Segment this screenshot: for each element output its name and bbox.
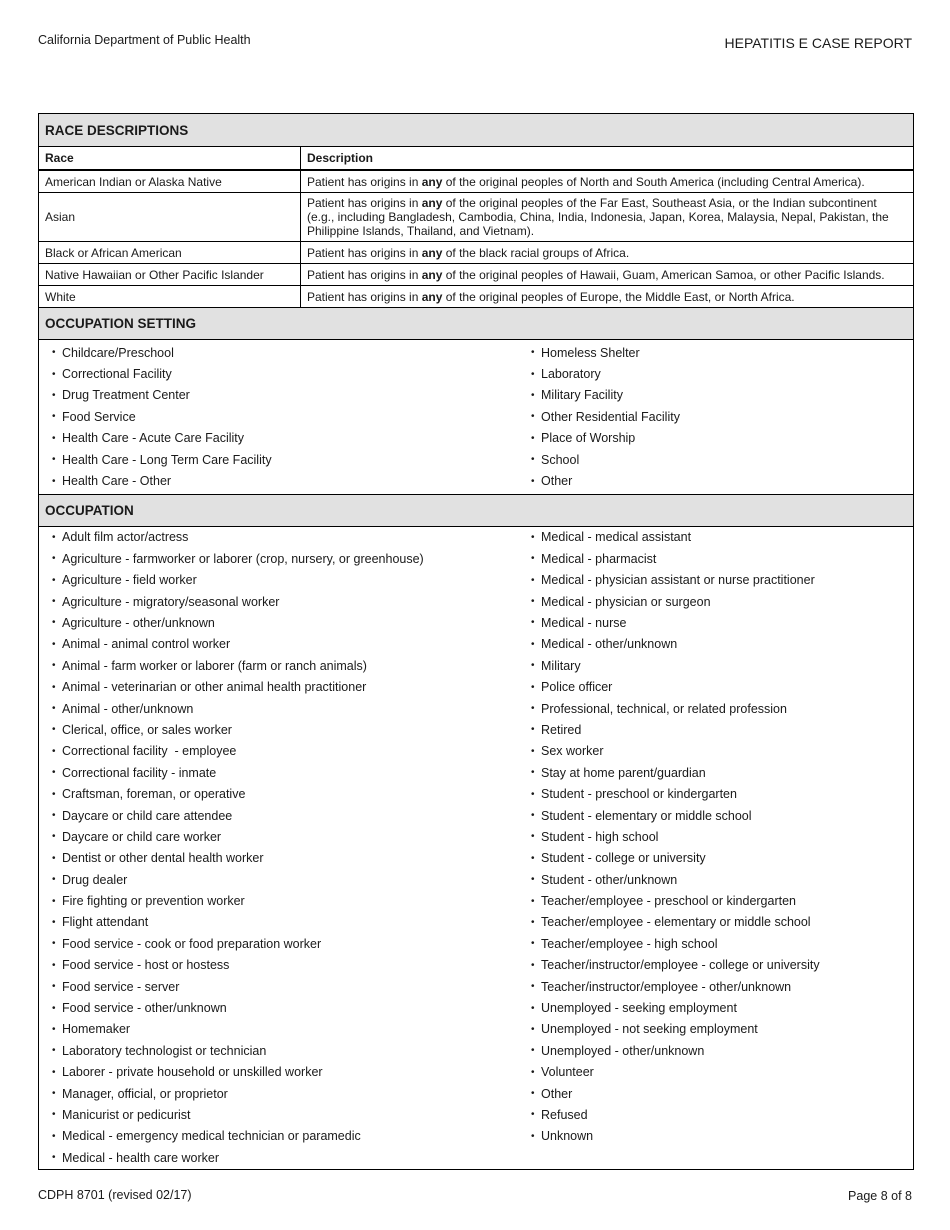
occupation-item <box>531 762 913 783</box>
occupation-item <box>52 527 518 548</box>
bullet-icon: • <box>531 475 535 487</box>
occupation-item <box>52 1062 518 1083</box>
occupation-item <box>52 1104 518 1125</box>
occupation-left-column <box>39 527 518 1169</box>
bullet-icon: • <box>531 938 535 950</box>
occupation-item <box>531 1126 913 1147</box>
occupation-item <box>531 634 913 655</box>
race-row <box>39 286 913 308</box>
occupation-setting-item-label: Laboratory <box>541 367 601 382</box>
occupation-item <box>531 1104 913 1125</box>
occupation-item <box>52 890 518 911</box>
race-descriptions-table <box>39 147 913 307</box>
occupation-setting-item-label: Food Service <box>62 409 136 424</box>
occupation-item-label: Retired <box>541 722 582 737</box>
bullet-icon: • <box>531 574 535 586</box>
occupation-item <box>531 1083 913 1104</box>
form-code: CDPH 8701 (revised 02/17) <box>38 1188 192 1202</box>
bullet-icon: • <box>52 389 56 401</box>
bullet-icon: • <box>531 1023 535 1035</box>
occupation-setting-list <box>39 340 913 494</box>
race-descriptions-heading: RACE DESCRIPTIONS <box>39 113 913 147</box>
bullet-icon: • <box>52 347 56 359</box>
occupation-setting-item-label: Place of Worship <box>541 431 636 446</box>
occupation-item <box>52 912 518 933</box>
occupation-setting-item-label: Correctional Facility <box>62 367 172 382</box>
occupation-item-label: Teacher/instructor/employee - college or university <box>541 958 820 973</box>
occupation-item-label: Teacher/employee - elementary or middle school <box>541 915 811 930</box>
bullet-icon: • <box>531 1066 535 1078</box>
occupation-item-label: Medical - medical assistant <box>541 530 692 545</box>
occupation-item <box>52 955 518 976</box>
occupation-item-label: Unemployed - not seeking employment <box>541 1022 758 1037</box>
bullet-icon: • <box>52 432 56 444</box>
occupation-item <box>531 548 913 569</box>
bullet-icon: • <box>531 831 535 843</box>
occupation-item <box>52 1126 518 1147</box>
bullet-icon: • <box>52 788 56 800</box>
occupation-setting-item <box>531 385 913 406</box>
occupation-item-label: Refused <box>541 1107 588 1122</box>
occupation-item <box>52 976 518 997</box>
occupation-item-label: Flight attendant <box>62 915 149 930</box>
occupation-item-label: Unknown <box>541 1129 594 1144</box>
occupation-item <box>52 591 518 612</box>
occupation-setting-item <box>52 363 518 384</box>
bullet-icon: • <box>531 596 535 608</box>
occupation-setting-item-label: Drug Treatment Center <box>62 388 190 403</box>
occupation-item <box>52 805 518 826</box>
race-row <box>39 264 913 286</box>
occupation-item-label: Medical - other/unknown <box>541 637 678 652</box>
race-description: Patient has origins in any of the original peoples of Europe, the Middle East, or North Africa. <box>301 286 914 308</box>
bullet-icon: • <box>531 1109 535 1121</box>
occupation-setting-item-label: Childcare/Preschool <box>62 345 174 360</box>
bullet-icon: • <box>52 1066 56 1078</box>
occupation-item <box>52 719 518 740</box>
occupation-item <box>531 890 913 911</box>
race-name: White <box>39 286 301 308</box>
occupation-item <box>531 741 913 762</box>
bullet-icon: • <box>531 852 535 864</box>
occupation-item-label: Volunteer <box>541 1065 594 1080</box>
occupation-item <box>52 997 518 1018</box>
occupation-item-label: Sex worker <box>541 744 604 759</box>
bullet-icon: • <box>531 703 535 715</box>
occupation-item-label: Student - preschool or kindergarten <box>541 787 737 802</box>
bullet-icon: • <box>52 981 56 993</box>
bullet-icon: • <box>531 389 535 401</box>
race-description: Patient has origins in any of the original peoples of the Far East, Southeast Asia, or the Indian subcontinent (e.g., including Bangladesh, Cambodia, China, India, Indonesia, Japan, Korea, Malaysia, Nepal, Pakistan, the Philippine Islands, Thailand, and Vietnam). <box>301 193 914 242</box>
bullet-icon: • <box>52 596 56 608</box>
occupation-setting-item <box>52 470 518 491</box>
race-name: Asian <box>39 193 301 242</box>
bullet-icon: • <box>52 1152 56 1164</box>
form-title: HEPATITIS E CASE REPORT <box>724 35 912 51</box>
occupation-item-label: Laboratory technologist or technician <box>62 1043 267 1058</box>
description-column-header: Description <box>301 147 914 170</box>
bullet-icon: • <box>52 1109 56 1121</box>
race-description: Patient has origins in any of the original peoples of Hawaii, Guam, American Samoa, or other Pacific Islands. <box>301 264 914 286</box>
occupation-item <box>531 826 913 847</box>
bullet-icon: • <box>531 617 535 629</box>
bullet-icon: • <box>531 347 535 359</box>
occupation-item <box>52 655 518 676</box>
occupation-setting-item-label: Other Residential Facility <box>541 409 680 424</box>
occupation-item <box>531 1019 913 1040</box>
occupation-item-label: Manicurist or pedicurist <box>62 1107 191 1122</box>
bullet-icon: • <box>52 874 56 886</box>
occupation-item-label: Daycare or child care worker <box>62 829 222 844</box>
occupation-item <box>52 741 518 762</box>
occupation-item-label: Stay at home parent/guardian <box>541 765 706 780</box>
occupation-item-label: Teacher/instructor/employee - other/unknown <box>541 979 792 994</box>
occupation-item <box>531 591 913 612</box>
bullet-icon: • <box>531 411 535 423</box>
occupation-item-label: Clerical, office, or sales worker <box>62 722 232 737</box>
bullet-icon: • <box>52 703 56 715</box>
bullet-icon: • <box>531 788 535 800</box>
occupation-setting-item <box>52 449 518 470</box>
occupation-item <box>52 570 518 591</box>
occupation-setting-item-label: Military Facility <box>541 388 623 403</box>
bullet-icon: • <box>52 660 56 672</box>
occupation-item-label: Manager, official, or proprietor <box>62 1086 228 1101</box>
occupation-right-column <box>518 527 913 1169</box>
reference-tables <box>38 113 914 1170</box>
occupation-setting-item-label: Homeless Shelter <box>541 345 640 360</box>
occupation-item-label: Food service - server <box>62 979 180 994</box>
race-name: American Indian or Alaska Native <box>39 170 301 193</box>
bullet-icon: • <box>52 1045 56 1057</box>
bullet-icon: • <box>52 531 56 543</box>
occupation-item-label: Unemployed - other/unknown <box>541 1043 705 1058</box>
occupation-item-label: Animal - other/unknown <box>62 701 194 716</box>
occupation-item <box>52 1147 518 1168</box>
occupation-item-label: Medical - pharmacist <box>541 551 657 566</box>
occupation-item <box>52 1040 518 1061</box>
occupation-setting-item <box>52 406 518 427</box>
bullet-icon: • <box>531 368 535 380</box>
bullet-icon: • <box>531 981 535 993</box>
occupation-item <box>52 848 518 869</box>
occupation-item <box>52 548 518 569</box>
race-description: Patient has origins in any of the original peoples of North and South America (including Central America). <box>301 170 914 193</box>
bullet-icon: • <box>52 1023 56 1035</box>
bullet-icon: • <box>52 831 56 843</box>
occupation-item-label: Agriculture - other/unknown <box>62 615 215 630</box>
occupation-item <box>52 783 518 804</box>
occupation-item <box>52 676 518 697</box>
occupation-item-label: Medical - physician assistant or nurse practitioner <box>541 573 815 588</box>
bullet-icon: • <box>531 745 535 757</box>
race-description: Patient has origins in any of the black racial groups of Africa. <box>301 242 914 264</box>
occupation-item <box>531 955 913 976</box>
bullet-icon: • <box>52 681 56 693</box>
occupation-item-label: Craftsman, foreman, or operative <box>62 787 246 802</box>
race-row <box>39 242 913 264</box>
bullet-icon: • <box>52 1002 56 1014</box>
occupation-setting-item <box>531 342 913 363</box>
occupation-item-label: Unemployed - seeking employment <box>541 1001 737 1016</box>
occupation-setting-item-label: Health Care - Other <box>62 474 172 489</box>
occupation-item-label: Medical - nurse <box>541 615 627 630</box>
occupation-setting-right-column <box>518 342 913 492</box>
occupation-item-label: Other <box>541 1086 573 1101</box>
occupation-item-label: Homemaker <box>62 1022 131 1037</box>
occupation-setting-item-label: Health Care - Acute Care Facility <box>62 431 245 446</box>
occupation-item <box>531 1040 913 1061</box>
bullet-icon: • <box>531 874 535 886</box>
bullet-icon: • <box>531 959 535 971</box>
occupation-item <box>531 783 913 804</box>
occupation-item <box>52 869 518 890</box>
race-row <box>39 193 913 242</box>
occupation-item-label: Agriculture - field worker <box>62 573 197 588</box>
occupation-setting-item <box>531 406 913 427</box>
occupation-setting-heading: OCCUPATION SETTING <box>39 307 913 340</box>
occupation-item <box>52 826 518 847</box>
bullet-icon: • <box>52 475 56 487</box>
occupation-item-label: Agriculture - farmworker or laborer (crop, nursery, or greenhouse) <box>62 551 424 566</box>
occupation-item-label: Food service - cook or food preparation worker <box>62 936 322 951</box>
occupation-item <box>52 612 518 633</box>
bullet-icon: • <box>52 810 56 821</box>
occupation-setting-left-column <box>39 342 518 492</box>
bullet-icon: • <box>52 767 56 779</box>
occupation-item <box>531 612 913 633</box>
occupation-item <box>531 976 913 997</box>
occupation-item-label: Correctional facility - inmate <box>62 765 217 780</box>
occupation-item-label: Medical - emergency medical technician or paramedic <box>62 1129 361 1144</box>
bullet-icon: • <box>52 617 56 629</box>
bullet-icon: • <box>531 681 535 693</box>
bullet-icon: • <box>52 745 56 757</box>
occupation-setting-item <box>52 428 518 449</box>
occupation-item <box>531 570 913 591</box>
occupation-item-label: Medical - health care worker <box>62 1150 220 1165</box>
occupation-item <box>531 869 913 890</box>
occupation-item <box>531 912 913 933</box>
occupation-setting-item-label: School <box>541 452 580 467</box>
race-column-header: Race <box>39 147 301 170</box>
occupation-setting-item <box>531 363 913 384</box>
bullet-icon: • <box>531 767 535 779</box>
occupation-item <box>531 1062 913 1083</box>
occupation-item-label: Medical - physician or surgeon <box>541 594 711 609</box>
occupation-item <box>531 676 913 697</box>
occupation-item <box>52 1083 518 1104</box>
occupation-setting-item-label: Health Care - Long Term Care Facility <box>62 452 272 467</box>
race-row <box>39 170 913 193</box>
occupation-item-label: Police officer <box>541 680 613 695</box>
occupation-item-label: Teacher/employee - high school <box>541 936 718 951</box>
bullet-icon: • <box>52 938 56 950</box>
occupation-item-label: Laborer - private household or unskilled worker <box>62 1065 323 1080</box>
occupation-item <box>531 997 913 1018</box>
occupation-item-label: Correctional facility - employee <box>62 744 237 759</box>
occupation-setting-item <box>52 342 518 363</box>
bullet-icon: • <box>531 895 535 907</box>
page-number: Page 8 of 8 <box>848 1189 912 1203</box>
occupation-item <box>531 848 913 869</box>
occupation-setting-item <box>52 385 518 406</box>
organization-name: California Department of Public Health <box>38 33 251 47</box>
bullet-icon: • <box>531 432 535 444</box>
occupation-item <box>531 933 913 954</box>
occupation-item-label: Daycare or child care attendee <box>62 808 233 823</box>
bullet-icon: • <box>52 368 56 380</box>
bullet-icon: • <box>531 724 535 736</box>
occupation-item-label: Student - other/unknown <box>541 872 678 887</box>
occupation-item-label: Food service - other/unknown <box>62 1001 227 1016</box>
bullet-icon: • <box>531 553 535 565</box>
occupation-setting-item <box>531 428 913 449</box>
occupation-item <box>531 805 913 826</box>
occupation-item-label: Food service - host or hostess <box>62 958 230 973</box>
occupation-item <box>52 933 518 954</box>
occupation-item <box>52 634 518 655</box>
occupation-item-label: Adult film actor/actress <box>62 530 189 545</box>
bullet-icon: • <box>52 553 56 565</box>
occupation-item <box>531 698 913 719</box>
occupation-list <box>39 527 913 1170</box>
bullet-icon: • <box>531 1088 535 1100</box>
occupation-item <box>531 527 913 548</box>
bullet-icon: • <box>531 638 535 650</box>
bullet-icon: • <box>52 638 56 650</box>
bullet-icon: • <box>52 454 56 466</box>
occupation-item-label: Agriculture - migratory/seasonal worker <box>62 594 280 609</box>
bullet-icon: • <box>52 1130 56 1142</box>
bullet-icon: • <box>531 1002 535 1014</box>
bullet-icon: • <box>531 1130 535 1142</box>
occupation-item-label: Student - elementary or middle school <box>541 808 752 823</box>
occupation-item-label: Student - college or university <box>541 851 706 866</box>
occupation-item-label: Professional, technical, or related profession <box>541 701 787 716</box>
occupation-setting-item <box>531 470 913 491</box>
bullet-icon: • <box>52 1088 56 1100</box>
bullet-icon: • <box>52 574 56 586</box>
bullet-icon: • <box>531 531 535 543</box>
occupation-item <box>52 1019 518 1040</box>
occupation-item <box>52 698 518 719</box>
race-name: Black or African American <box>39 242 301 264</box>
bullet-icon: • <box>52 916 56 928</box>
occupation-item-label: Dentist or other dental health worker <box>62 851 264 866</box>
occupation-item-label: Teacher/employee - preschool or kindergarten <box>541 894 796 909</box>
occupation-item-label: Animal - farm worker or laborer (farm or ranch animals) <box>62 658 367 673</box>
occupation-item <box>531 719 913 740</box>
occupation-item-label: Drug dealer <box>62 872 128 887</box>
occupation-setting-item <box>531 449 913 470</box>
bullet-icon: • <box>52 895 56 907</box>
bullet-icon: • <box>531 454 535 466</box>
occupation-item-label: Student - high school <box>541 829 659 844</box>
bullet-icon: • <box>52 411 56 423</box>
occupation-item-label: Animal - veterinarian or other animal health practitioner <box>62 680 367 695</box>
bullet-icon: • <box>531 1045 535 1057</box>
occupation-item-label: Military <box>541 658 581 673</box>
bullet-icon: • <box>52 852 56 864</box>
race-name: Native Hawaiian or Other Pacific Islander <box>39 264 301 286</box>
occupation-setting-item-label: Other <box>541 474 573 489</box>
bullet-icon: • <box>52 959 56 971</box>
bullet-icon: • <box>531 810 535 821</box>
occupation-item <box>531 655 913 676</box>
bullet-icon: • <box>531 660 535 672</box>
bullet-icon: • <box>531 916 535 928</box>
occupation-item <box>52 762 518 783</box>
occupation-heading: OCCUPATION <box>39 494 913 527</box>
bullet-icon: • <box>52 724 56 736</box>
occupation-item-label: Fire fighting or prevention worker <box>62 894 245 909</box>
occupation-item-label: Animal - animal control worker <box>62 637 231 652</box>
